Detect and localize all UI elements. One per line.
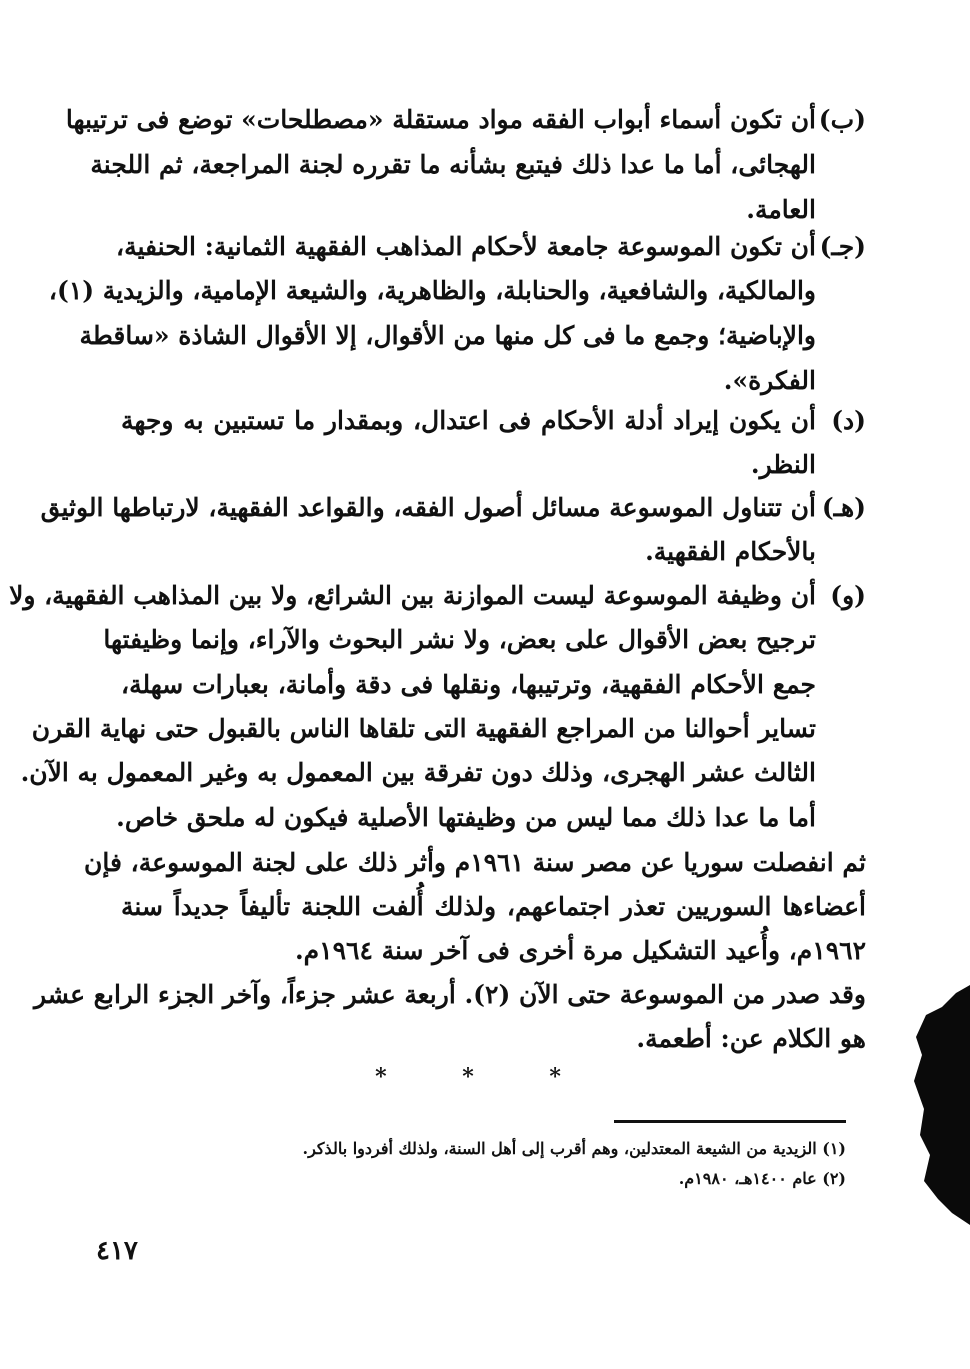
item-d-line-2: النظر. xyxy=(750,450,816,479)
paragraph-2-line-2: هو الكلام عن: أطعمة. xyxy=(636,1024,866,1053)
item-j-line-3: والإباضية؛ وجمع ما فى كل منها من الأقوال، إلا الأقوال الشاذة «ساقطة xyxy=(79,321,816,350)
item-j-line-2: والمالكية، والشافعية، والحنابلة، والظاهرية، والشيعة الإمامية، والزيدية (١)، xyxy=(48,276,816,305)
footnote-divider xyxy=(614,1120,846,1123)
page-number: ٤١٧ xyxy=(96,1236,138,1266)
item-marker-h: (هـ) xyxy=(821,493,866,522)
item-j-line-4: الفكرة». xyxy=(723,366,816,395)
section-separator: * * * xyxy=(375,1064,595,1090)
item-marker-b: (ب) xyxy=(818,105,866,134)
item-marker-j: (جـ) xyxy=(819,232,866,261)
note-line: أما ما عدا ذلك مما ليس من وظيفتها الأصلية فيكون له ملحق خاص. xyxy=(116,803,816,832)
item-b-line-3: العامة. xyxy=(746,195,816,224)
item-w-line-4: تساير أحوالنا من المراجع الفقهية التى تلقاها الناس بالقبول حتى نهاية القرن xyxy=(31,714,816,743)
item-marker-w: (و) xyxy=(830,581,866,610)
item-j-line-1: أن تكون الموسوعة جامعة لأحكام المذاهب الفقهية الثمانية: الحنفية، xyxy=(116,232,816,261)
item-w-line-2: ترجيح بعض الأقوال على بعض، ولا نشر البحوث والآراء، وإنما وظيفتها xyxy=(103,625,816,654)
page-edge-damage xyxy=(912,985,970,1225)
item-w-line-5: الثالث عشر الهجرى، وذلك دون تفرقة بين المعمول به وغير المعمول به الآن. xyxy=(20,758,816,787)
item-b-line-2: الهجائى، أما ما عدا ذلك فيتبع بشأنه ما تقرره لجنة المراجعة، ثم اللجنة xyxy=(90,150,816,179)
paragraph-1-line-1: ثم انفصلت سوريا عن مصر سنة ١٩٦١م وأثر ذلك على لجنة الموسوعة، فإن xyxy=(84,848,866,877)
item-h-line-2: بالأحكام الفقهية. xyxy=(645,537,816,566)
item-w-line-3: جمع الأحكام الفقهية، وترتيبها، ونقلها فى دقة وأمانة، بعبارات سهلة، xyxy=(121,670,816,699)
item-marker-d: (د) xyxy=(831,406,866,435)
footnote-1: (١) الزيدية من الشيعة المعتدلين، وهم أقرب إلى أهل السنة، ولذلك أفردوا بالذكر. xyxy=(302,1139,846,1158)
paragraph-1-line-2: أعضاءها السوريين تعذر اجتماعهم، ولذلك أُلفت اللجنة تأليفاً جديداً سنة xyxy=(121,892,866,921)
item-d-line-1: أن يكون إيراد أدلة الأحكام فى اعتدال، وبمقدار ما تستبين به وجهة xyxy=(121,406,816,435)
item-w-line-1: أن وظيفة الموسوعة ليست الموازنة بين الشرائع، ولا بين المذاهب الفقهية، ولا xyxy=(9,581,816,610)
item-h-line-1: أن تتناول الموسوعة مسائل أصول الفقه، والقواعد الفقهية، لارتباطها الوثيق xyxy=(40,493,816,522)
item-b-line-1: أن تكون أسماء أبواب الفقه مواد مستقلة «مصطلحات» توضع فى ترتيبها xyxy=(65,105,816,134)
footnote-2: (٢) عام ١٤٠٠هـ، ١٩٨٠م. xyxy=(678,1169,846,1188)
paragraph-1-line-3: ١٩٦٢م، وأُعيد التشكيل مرة أخرى فى آخر سنة ١٩٦٤م. xyxy=(294,936,866,965)
paragraph-2-line-1: وقد صدر من الموسوعة حتى الآن (٢). أربعة عشر جزءاً، وآخر الجزء الرابع عشر xyxy=(33,980,866,1009)
